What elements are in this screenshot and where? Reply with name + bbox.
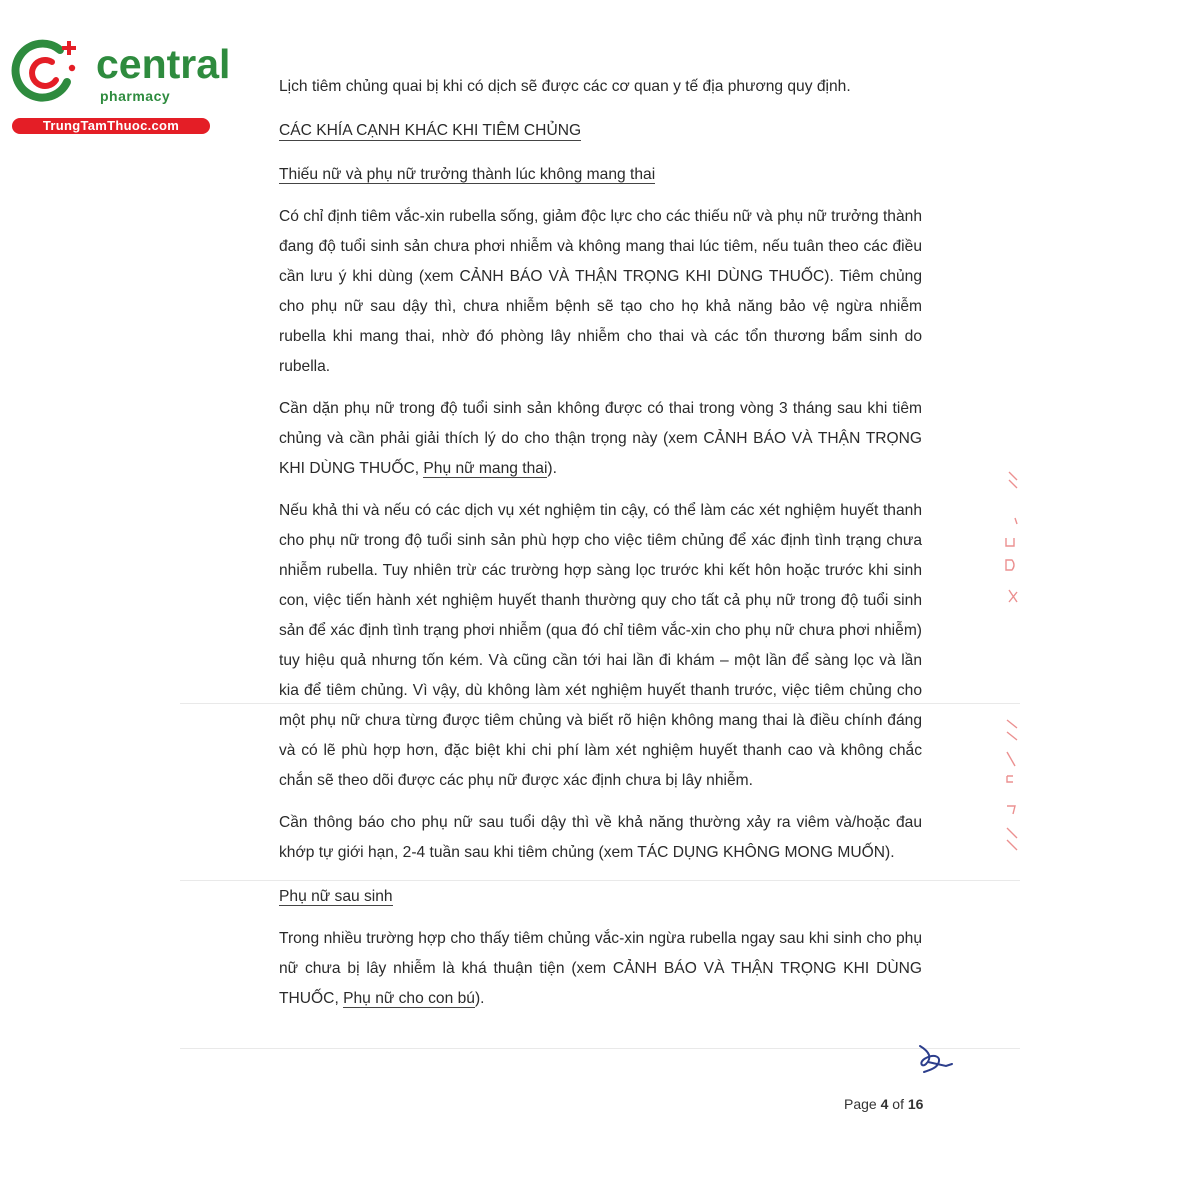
brand-sub: pharmacy [100, 88, 171, 104]
section-heading [279, 116, 922, 146]
page-current: 4 [880, 1096, 889, 1112]
brand-name: central [96, 41, 231, 87]
section-heading-text: CÁC KHÍA CẠNH KHÁC KHI TIÊM CHỦNG [279, 122, 582, 139]
paragraph-text: Trong nhiều trường hợp cho thấy tiêm chủng vắc-xin ngừa rubella ngay sau khi sinh cho phụ nữ chưa bị lây nhiễm là khá thuận tiện (xem CẢNH BÁO VÀ THẬN TRỌNG KHI DÙNG THUỐC, [279, 930, 922, 1007]
paragraph-text: ). [474, 990, 485, 1007]
paragraph-postpartum [279, 924, 922, 1014]
signature-mark-icon [912, 1042, 954, 1074]
scan-line [180, 1048, 1020, 1049]
page-label: Page [844, 1096, 877, 1112]
page-total: 16 [907, 1096, 924, 1112]
reference-pregnant-women: Phụ nữ mang thai [423, 460, 548, 477]
paragraph-text: ). [547, 460, 557, 477]
subsection-heading-text: Thiếu nữ và phụ nữ trưởng thành lúc không mang thai [279, 166, 656, 183]
brand-url: TrungTamThuoc.com [12, 118, 210, 134]
paragraph-indication: Có chỉ định tiêm vắc-xin rubella sống, giảm độc lực cho các thiếu nữ và phụ nữ trưởng thành đang độ tuổi sinh sản chưa phơi nhiễm và không mang thai lúc tiêm, nếu tuân theo các điều cần lưu ý khi dùng (xem CẢNH BÁO VÀ THẬN TRỌNG KHI DÙNG THUỐC). Tiêm chủng cho phụ nữ sau dậy thì, chưa nhiễm bệnh sẽ tạo cho họ khả năng bảo vệ ngừa nhiễm rubella khi mang thai, nhờ đó phòng lây nhiễm cho thai và các tổn thương bẩm sinh do rubella. [279, 208, 922, 375]
document-body [279, 72, 922, 1014]
reference-breastfeeding: Phụ nữ cho con bú [343, 990, 475, 1007]
paragraph-pregnancy-warning [279, 394, 922, 484]
subsection-heading-text: Phụ nữ sau sinh [279, 888, 393, 905]
subsection-heading-nonpregnant [279, 160, 922, 190]
paragraph-serology: Nếu khả thi và nếu có các dịch vụ xét nghiệm tin cậy, có thể làm các xét nghiệm huyết thanh cho phụ nữ trong độ tuổi sinh sản phù hợp cho việc tiêm chủng để xác định tình trạng chưa nhiễm rubella. Tuy nhiên trừ các trường hợp sàng lọc trước khi kết hôn hoặc trước khi sinh con, việc tiến hành xét nghiệm huyết thanh thường quy cho tất cả phụ nữ trong độ tuổi sinh sản để xác định tình trạng phơi nhiễm (qua đó chỉ tiêm vắc-xin cho phụ nữ chưa phơi nhiễm) tuy hiệu quả nhưng tốn kém. Và cũng cần tới hai lần đi khám – một lần để sàng lọc và lần kia để tiêm chủng. Vì vậy, dù không làm xét nghiệm huyết thanh trước, việc tiêm chủng cho một phụ nữ chưa từng được tiêm chủng và biết rõ hiện không mang thai là điều chính đáng và có lẽ phù hợp hơn, đặc biệt khi chi phí làm xét nghiệm huyết thanh cao và không chắc chắn sẽ theo dõi được các phụ nữ được xác định chưa bị lây nhiễm. [279, 502, 922, 789]
subsection-heading-postpartum [279, 882, 922, 912]
brand-logo [10, 36, 231, 136]
intro-paragraph: Lịch tiêm chủng quai bị khi có dịch sẽ được các cơ quan y tế địa phương quy định. [279, 78, 851, 95]
page-number [844, 1096, 923, 1112]
paragraph-arthralgia: Cần thông báo cho phụ nữ sau tuổi dậy thì về khả năng thường xảy ra viêm và/hoặc đau khớp tự giới hạn, 2-4 tuần sau khi tiêm chủng (xem TÁC DỤNG KHÔNG MONG MUỐN). [279, 814, 922, 861]
paragraph-text: Cần dặn phụ nữ trong độ tuổi sinh sản không được có thai trong vòng 3 tháng sau khi tiêm chủng và cần phải giải thích lý do cho thận trọng này (xem CẢNH BÁO VÀ THẬN TRỌNG KHI DÙNG THUỐC, [279, 400, 922, 477]
page-of: of [892, 1096, 904, 1112]
central-pharmacy-logo-icon [10, 38, 80, 104]
margin-stamp-icon [1003, 470, 1023, 860]
